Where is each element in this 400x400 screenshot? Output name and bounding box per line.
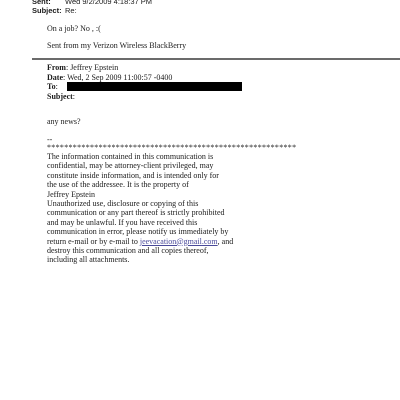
- subject-label: Subject:: [32, 6, 62, 15]
- disclaimer-line: constitute inside information, and is intended only for: [47, 170, 219, 180]
- section-divider: [32, 58, 400, 60]
- subject2-value: :: [72, 91, 76, 101]
- top-email-header: [32, 0, 152, 15]
- disclaimer: [47, 152, 307, 265]
- to-row: [47, 82, 242, 92]
- date-row: [47, 73, 242, 83]
- disclaimer-line: confidential, may be attorney-client privileged, may: [47, 161, 214, 171]
- reply-signature: Sent from my Verizon Wireless BlackBerry: [47, 41, 187, 50]
- disclaimer-line: the use of the addressee. It is the property of: [47, 180, 189, 190]
- email-link[interactable]: jeevacation@gmail.com: [139, 236, 218, 246]
- from-row: [47, 63, 242, 73]
- subject2-label: Subject: [47, 91, 73, 101]
- disclaimer-line: including all attachments.: [47, 255, 130, 265]
- disclaimer-line: and may be unlawful. If you have received this: [47, 217, 198, 227]
- disclaimer-line: communication or any part thereof is strictly prohibited: [47, 208, 225, 218]
- return-prefix: return e-mail or by e-mail to: [47, 236, 140, 246]
- from-value: : Jeffrey Epstein: [65, 63, 119, 72]
- reply-text: On a job? No , :(: [47, 24, 101, 33]
- original-email-header: [47, 63, 242, 101]
- disclaimer-line-email: [47, 237, 307, 246]
- email-body: any news?: [47, 117, 81, 126]
- subject-value: Re:: [65, 6, 77, 15]
- to-value: :: [55, 82, 58, 92]
- disclaimer-line: The information contained in this communication is: [47, 152, 214, 161]
- subject2-row: [47, 92, 242, 102]
- redaction-bar: [67, 82, 242, 91]
- disclaimer-line: Unauthorized use, disclosure or copying of this: [47, 199, 199, 209]
- signature-dashes: --: [47, 135, 53, 144]
- disclaimer-line: Jeffrey Epstein: [47, 189, 96, 199]
- from-label: From: [47, 63, 66, 72]
- signature-stars: **********************************************************: [47, 143, 297, 152]
- subject-row: [32, 6, 152, 15]
- sent-label: Sent:: [32, 0, 51, 6]
- to-label: To: [47, 82, 56, 92]
- sent-value: Wed 9/2/2009 4:18:37 PM: [65, 0, 153, 6]
- disclaimer-line: destroy this communication and all copies thereof,: [47, 246, 209, 256]
- return-suffix: , and: [217, 236, 234, 246]
- date-label: Date: [47, 72, 63, 82]
- disclaimer-line: communication in error, please notify us immediately by: [47, 227, 229, 237]
- date-value: : Wed, 2 Sep 2009 11:00:57 -0400: [63, 72, 173, 82]
